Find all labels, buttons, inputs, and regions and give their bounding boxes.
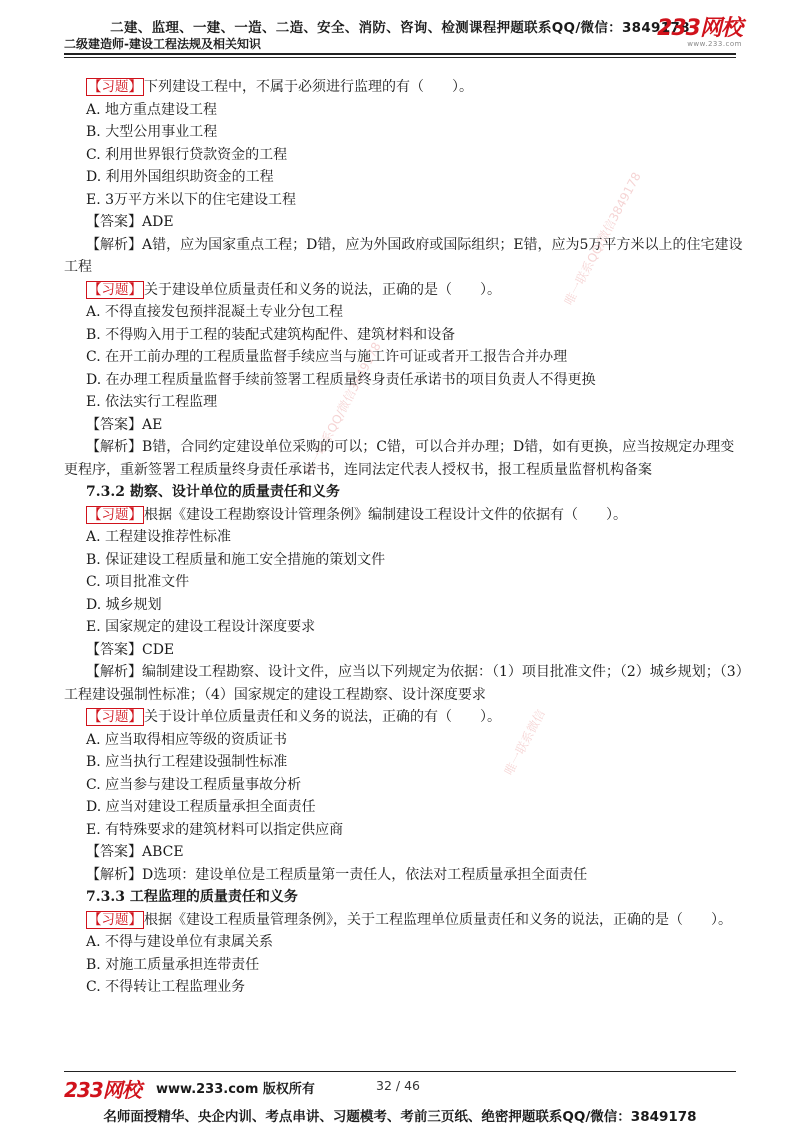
answer: 【答案】ADE xyxy=(86,214,174,230)
header-contact-line: 二建、监理、一建、一造、二造、安全、消防、咨询、检测课程押题联系QQ/微信：3849178 xyxy=(110,20,690,36)
answer: 【答案】ABCE xyxy=(86,844,184,860)
brand-logo xyxy=(657,18,742,48)
exercise-tag: 【习题】 xyxy=(88,506,142,523)
footer-copyright: www.233.com 版权所有 xyxy=(156,1082,315,1097)
watermark: 唯一联系微信 xyxy=(501,707,548,778)
watermark: 唯一联系QQ/微信3849178 xyxy=(561,169,644,308)
exercise-tag: 【习题】 xyxy=(88,911,142,928)
option: C. 项目批准文件 xyxy=(86,574,190,590)
option: D. 利用外国组织助资金的工程 xyxy=(86,169,274,185)
page-number: 32 / 46 xyxy=(376,1078,420,1093)
document-subtitle: 二级建造师-建设工程法规及相关知识 xyxy=(64,37,261,51)
option: B. 对施工质量承担连带责任 xyxy=(86,956,260,973)
option: A. 应当取得相应等级的资质证书 xyxy=(86,731,288,748)
exercise-tag: 【习题】 xyxy=(88,709,142,725)
brand-logo-url: www.233.com xyxy=(687,40,742,48)
option: A. 地方重点建设工程 xyxy=(86,101,218,118)
question-stem: 【习题】 根据《建设工程质量管理条例》，关于工程监理单位质量责任和义务的说法，正确的是（ ）。 xyxy=(88,911,732,928)
footer-contact-line: 名师面授精华、央企内训、考点串讲、习题模考、考前三页纸、绝密押题联系QQ/微信：3849178 xyxy=(103,1109,697,1125)
analysis: 【解析】D选项：建设单位是工程质量第一责任人，依法对工程质量承担全面责任 xyxy=(86,866,588,883)
footer-logo: 233网校 xyxy=(64,1078,141,1102)
header-divider-thin xyxy=(64,57,736,58)
analysis: 【解析】编制建设工程勘察、设计文件，应当以下列规定为依据：（1）项目批准文件；（2）城乡规划；（3）工程建设强制性标准；（4）国家规定的建设工程勘察、设计深度要求 xyxy=(64,664,743,703)
option: B. 不得购入用于工程的装配式建筑构配件、建筑材料和设备 xyxy=(86,326,456,343)
option: C. 不得转让工程监理业务 xyxy=(86,979,246,995)
exercise-tag: 【习题】 xyxy=(88,281,142,298)
header-divider xyxy=(64,53,736,55)
section-heading: 7.3.3 工程监理的质量责任和义务 xyxy=(86,889,298,905)
option: C. 利用世界银行贷款资金的工程 xyxy=(86,146,288,163)
analysis: 【解析】A错，应为国家重点工程；D错，应为外国政府或国际组织；E错，应为5万平方米以上的住宅建设工程 xyxy=(64,236,743,275)
analysis: 【解析】B错，合同约定建设单位采购的可以；C错，可以合并办理；D错，如有更换，应当按规定办理变更程序，重新签署工程质量终身责任承诺书，连同法定代表人授权书，报工程质量监督机构备案 xyxy=(64,439,735,478)
option: A. 不得与建设单位有隶属关系 xyxy=(86,934,274,950)
answer: 【答案】CDE xyxy=(86,641,175,658)
option: B. 保证建设工程质量和施工安全措施的策划文件 xyxy=(86,551,386,568)
option: E. 有特殊要求的建筑材料可以指定供应商 xyxy=(86,821,344,838)
question-stem: 【习题】 根据《建设工程勘察设计管理条例》编制建设工程设计文件的依据有（ ）。 xyxy=(88,506,627,523)
option: D. 应当对建设工程质量承担全面责任 xyxy=(86,799,316,815)
option: E. 国家规定的建设工程设计深度要求 xyxy=(86,619,316,635)
option: C. 在开工前办理的工程质量监督手续应当与施工许可证或者开工报告合并办理 xyxy=(86,349,568,365)
option: A. 不得直接发包预拌混凝土专业分包工程 xyxy=(86,304,344,320)
option: B. 大型公用事业工程 xyxy=(86,124,218,140)
option: B. 应当执行工程建设强制性标准 xyxy=(86,754,288,770)
option: D. 城乡规划 xyxy=(86,596,162,613)
footer-divider xyxy=(64,1071,736,1072)
option: E. 依法实行工程监理 xyxy=(86,394,218,410)
section-heading: 7.3.2 勘察、设计单位的质量责任和义务 xyxy=(86,484,340,500)
watermark: 唯一联系QQ/微信3849178 xyxy=(301,339,384,478)
answer: 【答案】AE xyxy=(86,416,163,433)
question-stem: 【习题】 关于设计单位质量责任和义务的说法，正确的有（ ）。 xyxy=(88,709,501,725)
question-stem: 【习题】 下列建设工程中，不属于必须进行监理的有（ ）。 xyxy=(88,79,473,95)
brand-logo-text: 233网校 xyxy=(657,16,742,41)
option: A. 工程建设推荐性标准 xyxy=(86,529,232,545)
option: D. 在办理工程质量监督手续前签署工程质量终身责任承诺书的项目负责人不得更换 xyxy=(86,371,596,388)
document-body xyxy=(64,76,744,999)
option: E. 3万平方米以下的住宅建设工程 xyxy=(86,191,297,208)
option: C. 应当参与建设工程质量事故分析 xyxy=(86,776,302,793)
exercise-tag: 【习题】 xyxy=(88,79,142,95)
question-stem: 【习题】 关于建设单位质量责任和义务的说法，正确的是（ ）。 xyxy=(88,281,501,298)
